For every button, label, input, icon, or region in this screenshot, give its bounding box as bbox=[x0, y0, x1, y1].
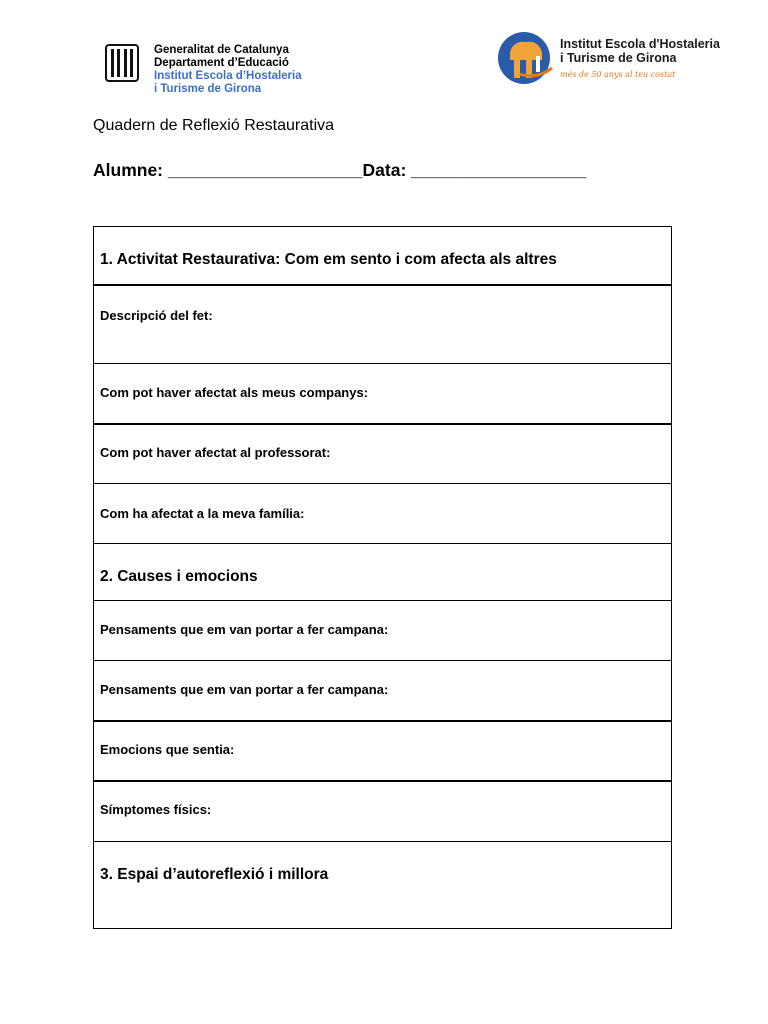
gencat-school-city: i Turisme de Girona bbox=[154, 83, 262, 95]
form-field[interactable] bbox=[94, 780, 671, 841]
field-label: Pensaments que em van portar a fer campana: bbox=[100, 682, 389, 697]
section-title: 2. Causes i emocions bbox=[100, 568, 258, 585]
section-title: 1. Activitat Restaurativa: Com em sento i com afecta als altres bbox=[100, 251, 557, 268]
section-header[interactable] bbox=[94, 841, 671, 928]
form-field[interactable] bbox=[94, 284, 671, 363]
form-field[interactable] bbox=[94, 720, 671, 780]
gencat-emblem-icon bbox=[105, 44, 139, 82]
field-label: Emocions que sentia: bbox=[100, 742, 235, 757]
department-name: Departament d’Educació bbox=[154, 57, 289, 69]
form-field[interactable] bbox=[94, 660, 671, 720]
field-label: Descripció del fet: bbox=[100, 308, 213, 323]
student-date-line[interactable]: Alumne: ____________________Data: __________________ bbox=[93, 160, 587, 180]
gencat-school-name: Institut Escola d’Hostaleria bbox=[154, 70, 302, 82]
form-field[interactable] bbox=[94, 363, 671, 423]
section-title: 3. Espai d’autoreflexió i millora bbox=[100, 866, 329, 883]
reflection-form bbox=[93, 226, 672, 929]
form-field[interactable] bbox=[94, 423, 671, 483]
field-label: Símptomes físics: bbox=[100, 802, 212, 817]
institute-name-text bbox=[560, 37, 720, 82]
section-header bbox=[94, 543, 671, 600]
document-title: Quadern de Reflexió Restaurativa bbox=[93, 117, 335, 134]
field-label: Com pot haver afectat al professorat: bbox=[100, 445, 331, 460]
institute-city: i Turisme de Girona bbox=[560, 51, 677, 65]
form-field[interactable] bbox=[94, 600, 671, 660]
institute-logo-icon bbox=[496, 30, 554, 86]
field-label: Com ha afectat a la meva família: bbox=[100, 506, 305, 521]
form-field[interactable] bbox=[94, 483, 671, 543]
field-label: Pensaments que em van portar a fer campana: bbox=[100, 622, 389, 637]
gencat-institution-text bbox=[154, 44, 302, 96]
field-label: Com pot haver afectat als meus companys: bbox=[100, 385, 369, 400]
section-header bbox=[94, 227, 671, 284]
page-header bbox=[0, 0, 768, 110]
gencat-name: Generalitat de Catalunya bbox=[154, 44, 289, 56]
institute-name: Institut Escola d'Hostaleria bbox=[560, 37, 720, 51]
institute-tagline: més de 50 anys al teu costat bbox=[560, 70, 676, 79]
